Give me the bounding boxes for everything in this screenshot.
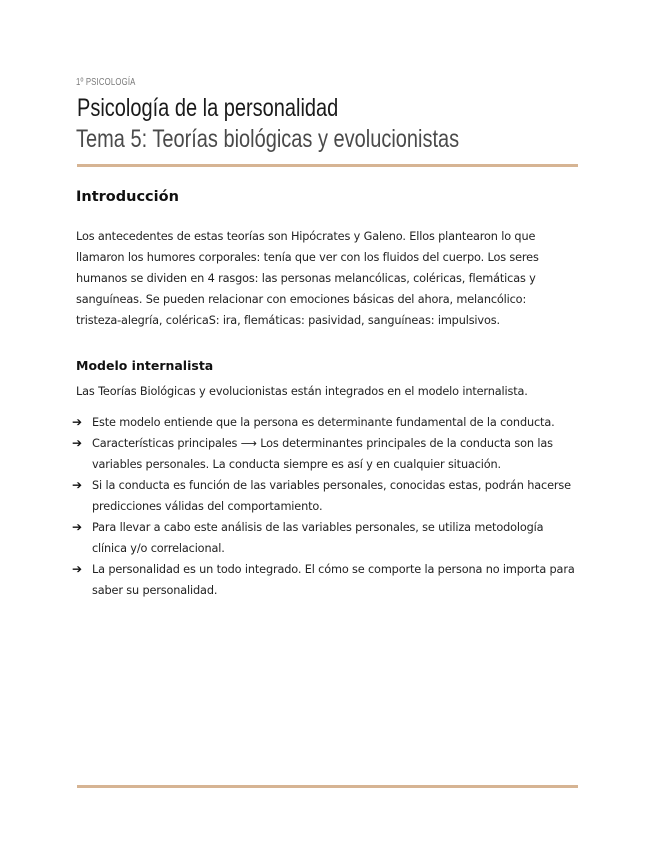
bullet-list (72, 412, 577, 601)
list-item (72, 559, 577, 601)
list-item (72, 433, 577, 475)
header-divider (77, 164, 578, 167)
arrow-bullet-icon: ➔ (72, 562, 82, 576)
list-item (72, 412, 577, 433)
arrow-bullet-icon: ➔ (72, 520, 82, 534)
document-title: Psicología de la personalidad (77, 94, 339, 122)
list-item-text: Para llevar a cabo este análisis de las variables personales, se utiliza metodología clínica y/o correlacional. (92, 521, 544, 555)
intro-paragraph: Los antecedentes de estas teorías son Hipócrates y Galeno. Ellos plantearon lo que llamaron los humores corporales: tenía que ver con los fluidos del cuerpo. Los seres humanos se dividen en 4 rasgos: las personas melancólicas, coléricas, flemáticas y sanguíneas. Se pueden relacionar con emociones básicas del ahora, melancólico: tristeza-alegría, coléricaS: ira, flemáticas: pasividad, sanguíneas: impulsivos. (76, 230, 539, 327)
section-heading-model: Modelo internalista (76, 358, 214, 373)
arrow-bullet-icon: ➔ (72, 478, 82, 492)
document-subtitle: Tema 5: Teorías biológicas y evolucionistas (76, 125, 460, 153)
model-paragraph: Las Teorías Biológicas y evolucionistas están integrados en el modelo internalista. (76, 385, 528, 398)
list-item-text: La personalidad es un todo integrado. El cómo se comporte la persona no importa para saber su personalidad. (92, 563, 575, 597)
list-item-text: Este modelo entiende que la persona es determinante fundamental de la conducta. (92, 416, 555, 429)
list-item (72, 475, 577, 517)
arrow-bullet-icon: ➔ (72, 436, 82, 450)
list-item (72, 517, 577, 559)
list-item-text: Si la conducta es función de las variables personales, conocidas estas, podrán hacerse predicciones válidas del comportamiento. (92, 479, 571, 513)
course-label: 1º PSICOLOGÍA (76, 77, 136, 88)
list-item-text: Características principales ⟶ Los determinantes principales de la conducta son las variables personales. La conducta siempre es así y en cualquier situación. (92, 437, 553, 471)
footer-divider (77, 785, 578, 788)
section-heading-intro: Introducción (76, 189, 179, 205)
arrow-bullet-icon: ➔ (72, 415, 82, 429)
